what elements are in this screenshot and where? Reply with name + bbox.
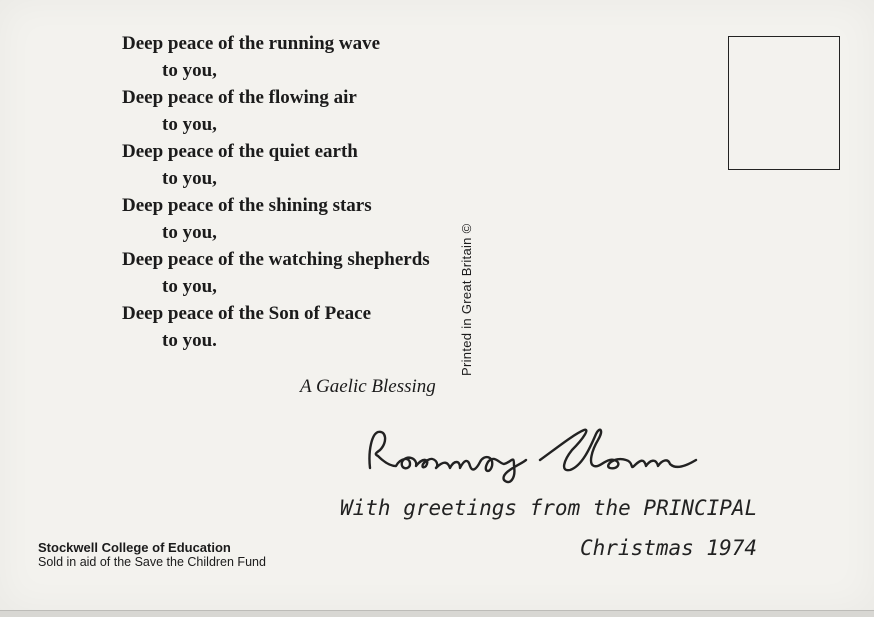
college-name: Stockwell College of Education bbox=[38, 540, 231, 555]
stamp-box bbox=[728, 36, 840, 170]
poem-line: to you, bbox=[162, 276, 217, 297]
poem-line: to you, bbox=[162, 114, 217, 135]
greeting-line: With greetings from the PRINCIPAL bbox=[340, 496, 758, 520]
signature-stroke bbox=[540, 430, 696, 470]
handwritten-signature bbox=[364, 420, 724, 490]
poem-line: Deep peace of the quiet earth bbox=[122, 141, 358, 162]
poem-line: Deep peace of the watching shepherds bbox=[122, 249, 430, 270]
signature-stroke bbox=[369, 432, 526, 482]
poem-line: Deep peace of the Son of Peace bbox=[122, 303, 372, 324]
poem-line: to you. bbox=[162, 330, 217, 351]
poem-line: to you, bbox=[162, 168, 217, 189]
poem bbox=[122, 30, 430, 354]
poem-line: to you, bbox=[162, 60, 217, 81]
poem-line: Deep peace of the shining stars bbox=[122, 195, 372, 216]
poem-line: Deep peace of the flowing air bbox=[122, 87, 357, 108]
publisher-block bbox=[38, 540, 266, 570]
poem-line: to you, bbox=[162, 222, 217, 243]
charity-notice: Sold in aid of the Save the Children Fund bbox=[38, 555, 266, 569]
poem-line: Deep peace of the running wave bbox=[122, 33, 381, 54]
christmas-year-line: Christmas 1974 bbox=[580, 536, 758, 560]
poem-attribution: A Gaelic Blessing bbox=[300, 376, 436, 397]
printed-notice: Printed in Great Britain © bbox=[459, 223, 474, 376]
